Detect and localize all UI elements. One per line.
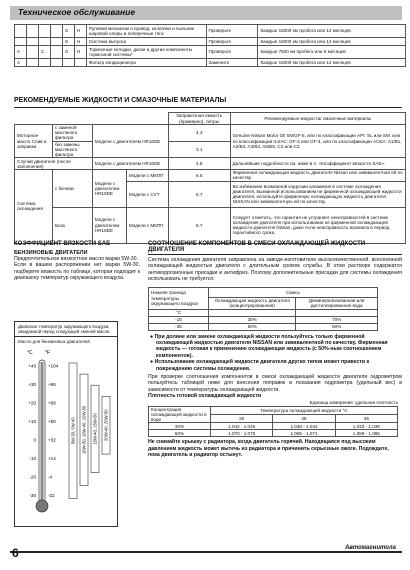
sae-title: КОЭФФИЦИЕНТ ВЯЗКОСТИ SAE [14, 241, 111, 247]
maint-item: Рулевой механизм и привод, колпачки и пыльник шаровой опоры и поперечные тяги [86, 25, 206, 38]
table-row: A C G H Тормозные колодки, диски и другие компоненты тормозной системы* Проверьте Каждые 7500 км пробега или 6 месяцев [15, 46, 406, 59]
table-header-row: 25 35 45 [149, 414, 398, 422]
coolant-bullet-1: ● При долине или замене охлаждающей жидкости пользуйтесь только фирменной охлаждающей жидкостью двигателя NISSAN или эквивалентной по качеству. Фирменная жидкость — готовая к применению охлаждающая жидкость (с 50%-ным соотношением компонентов). [150, 333, 388, 359]
sae-text-2: Если в вашем распоряжении нет марки 5W-30, подберите вязкость по таблице, которая подходит к диапазону температур окружающего воздуха. [14, 262, 140, 282]
fahrenheit-tick-label: +14 [48, 456, 56, 461]
coolant-para-2: При проверке соотношения компонентов в смеси охлаждающей жидкости двигателя гидрометром пользуйтесь таблицей ниже для внесения поправок в показания гидрометра (удельный вес) в зависимости от температуры охлаждающей жидкости. [148, 374, 402, 393]
coolant-section [148, 241, 402, 459]
maint-action: Замените [206, 59, 258, 67]
table-header-row [15, 113, 406, 125]
fahrenheit-tick-label: -4 [48, 474, 53, 480]
sae-section [14, 241, 140, 282]
table-row: A Фильтр кондиционера Замените Каждые 15000 км пробега или 12 месяцев [15, 59, 406, 67]
divider [14, 107, 402, 108]
table-header-row: Охлаждающая жидкость двигателя (концентрированная) Деминерализованная или дистиллированная вода [149, 297, 378, 309]
table-header-row: Концентрация охлаждающей жидкости в воде Температура охлаждающей жидкости °C [149, 406, 398, 414]
table-row: -35 50% 50% [149, 323, 378, 330]
celsius-tick-label: -20 [29, 474, 36, 480]
celsius-unit: °C [27, 350, 33, 356]
fluids-section-title: РЕКОМЕНДУЕМЫЕ ЖИДКОСТИ И СМАЗОЧНЫЕ МАТЕРИАЛЫ [14, 97, 227, 104]
maint-action: Проверьте [206, 38, 258, 46]
maintenance-table [14, 24, 406, 67]
fahrenheit-tick-label: +86 [48, 382, 56, 387]
fahrenheit-tick-label: +68 [48, 400, 56, 406]
coolant-bullet-2: ● Использование охлаждающей жидкости двигателя других типов может привести к повреждению системы охлаждения. [150, 359, 370, 372]
fahrenheit-tick-label: +50 [48, 419, 56, 424]
table-row: -15 30% 70% [149, 316, 378, 323]
sae-subtitle: БЕНЗИНОВЫЕ ДВИГАТЕЛИ [14, 250, 88, 256]
footer-brand: Автомагнитола [342, 545, 396, 551]
oil-grade-label: 20W-40, 20W-50 [103, 409, 109, 441]
fahrenheit-tick-label: +32 [48, 437, 56, 443]
table-header-row: Нижняя граница температуры окружающего воздуха Смесь [149, 287, 378, 297]
coolant-warning: Не снимайте крышку с радиатора, когда двигатель горячий. Находящаяся под высоким давлением жидкость может вытечь из радиатора и причинить серьезные ожоги. Подождите, пока двигатель и радиатор остынут. [148, 439, 389, 459]
maint-item: Тормозные колодки, диски и другие компоненты тормозной системы* [86, 46, 206, 59]
maint-item: Фильтр кондиционера [86, 59, 206, 67]
section-header [10, 6, 402, 20]
table-row: без замены масляного фильтра 3.1 [15, 141, 406, 158]
maint-interval: Каждые 15000 км пробега или 12 месяцев [258, 38, 406, 46]
table-row: Модели с CVT 6.7 Во избежание возможной коррозии алюминия в системе охлаждения двигателя, вызванной использованием не фирменной охлаждающей жидкости двигателя, используйте фирменную охлаждающую жидкость двигателя NISSAN или эквивалентную ей по качеству. [15, 181, 406, 207]
density-title: Плотность готовой охлаждающей жидкости [148, 393, 262, 400]
fahrenheit-unit: °F [45, 350, 51, 356]
maint-action: Проверьте [206, 25, 258, 38]
table-row: G H Рулевой механизм и привод, колпачки и пыльник шаровой опоры и поперечные тяги Проверьте Каждые 15000 км пробега или 12 месяцев [15, 25, 406, 38]
celsius-tick-label: -30 [29, 493, 36, 498]
sae-text-1: Предпочтительное вязкостное масло марки 5W-30. [14, 256, 138, 262]
celsius-tick-label: -10 [29, 456, 36, 461]
oil-grade-bars [69, 363, 110, 499]
maint-interval: Каждые 15000 км пробега или 12 месяцев [258, 59, 406, 67]
density-table [148, 406, 398, 438]
mix-table [148, 287, 378, 331]
viscosity-chart-subtitle: Масло для бензиновых двигателей [18, 339, 90, 344]
maint-interval: Каждые 15000 км пробега или 12 месяцев [258, 25, 406, 38]
oil-grade-label: 15W-40, 15W-50 [92, 413, 98, 445]
viscosity-chart [14, 321, 118, 527]
table-row: Блок Модели с двигателем HR16DE Модели с МКПП 6.7 Следует отметить, что гарантия не устраняет неисправностей в системе охлаждения двигателя при использовании не фирменной охлаждающей жидкости двигателя Nissan, даже если неисправность возникла в период гарантийного срока. [15, 207, 406, 243]
oil-grade-label: 10W-30, 10W-40, 10W-50 [81, 405, 87, 455]
divider [148, 254, 402, 255]
maint-action: Проверьте [206, 46, 258, 59]
celsius-tick-label: +10 [28, 419, 36, 424]
oil-grade-label: 5W-30, 5W-40 [70, 417, 76, 445]
coolant-intro: Система охлаждения двигателя заправлена на заводе-изготовителе высококачественной, всесезонной охлаждающей жидкостью двигателя с длительным сроком службы. В этом растворе содержатся антикоррозионные присадки и антифриз. Поэтому дополнительные присадки для системы охлаждения использовать не требуется. [148, 257, 402, 283]
thermometer-bulb [36, 500, 48, 512]
col-capacity: Заправочная емкость (примерно), литры [168, 113, 230, 125]
fahrenheit-tick-label: -22 [48, 493, 55, 498]
section-header-title: Техническое обслуживание [18, 7, 136, 17]
table-row: Случай двигателя (после заполнения) Модели с двигателем HR16DE 4.8 Дальнейшие подробности см. ниже в п. «Коэффициент вязкости SAE». [15, 158, 406, 170]
thermometer-mercury [41, 362, 44, 502]
table-row: 50% 1.070 - 1.076 1.065 - 1.071 1.059 - 1.065 [149, 430, 398, 437]
viscosity-chart-heading: Диапазон температур окружающего воздуха, ожидаемой перед следующей сменой масла [15, 322, 117, 337]
table-row: 30% 1.042 - 1.046 1.038 - 1.042 1.033 - 1.038 [149, 423, 398, 430]
footer-rule [10, 551, 402, 553]
table-row: Система охлаждения с бачком Модели с двигателем HR16DE Модели с МКПП 6.5 Фирменная охлаждающая жидкость двигателя Nissan или эквивалентная ей по качеству [15, 170, 406, 181]
col-recommended: Рекомендуемые жидкости/ смазочные материалы [230, 113, 405, 125]
table-row: °C [149, 309, 378, 316]
coolant-title: СООТНОШЕНИЕ КОМПОНЕНТОВ В СМЕСИ ОХЛАЖДАЮЩЕЙ ЖИДКОСТИ ДВИГАТЕЛЯ [148, 241, 366, 253]
celsius-tick-label: +40 [28, 363, 36, 369]
page-number: 6 [12, 546, 19, 560]
table-row: G H Система выпуска Проверьте Каждые 15000 км пробега или 12 месяцев [15, 38, 406, 46]
density-unit-caption: Единица измерения: удельная плотность [309, 399, 398, 405]
fahrenheit-tick-label: +104 [48, 363, 59, 369]
celsius-tick-label: 0 [33, 437, 36, 443]
maint-item: Система выпуска [86, 38, 206, 46]
celsius-tick-label: +30 [28, 382, 36, 387]
maint-interval: Каждые 7500 км пробега или 6 месяцев [258, 46, 406, 59]
viscosity-graphic [15, 322, 119, 528]
table-row: Моторное масло Слив и заправка с заменой масляного фильтра Модели с двигателем HR16DE 4.3 Genuine Nissan Motor Oil SN/GF-5, или по классификации API: SL или SM, или по классификации ILSAC: GF-3 или GF-4, или по классификации ACEA: A1/B1, A3/B3, A3/B4, A5/B5, C2 или C3 [15, 125, 406, 142]
celsius-tick-label: +20 [28, 400, 36, 406]
fluids-table [14, 112, 406, 244]
